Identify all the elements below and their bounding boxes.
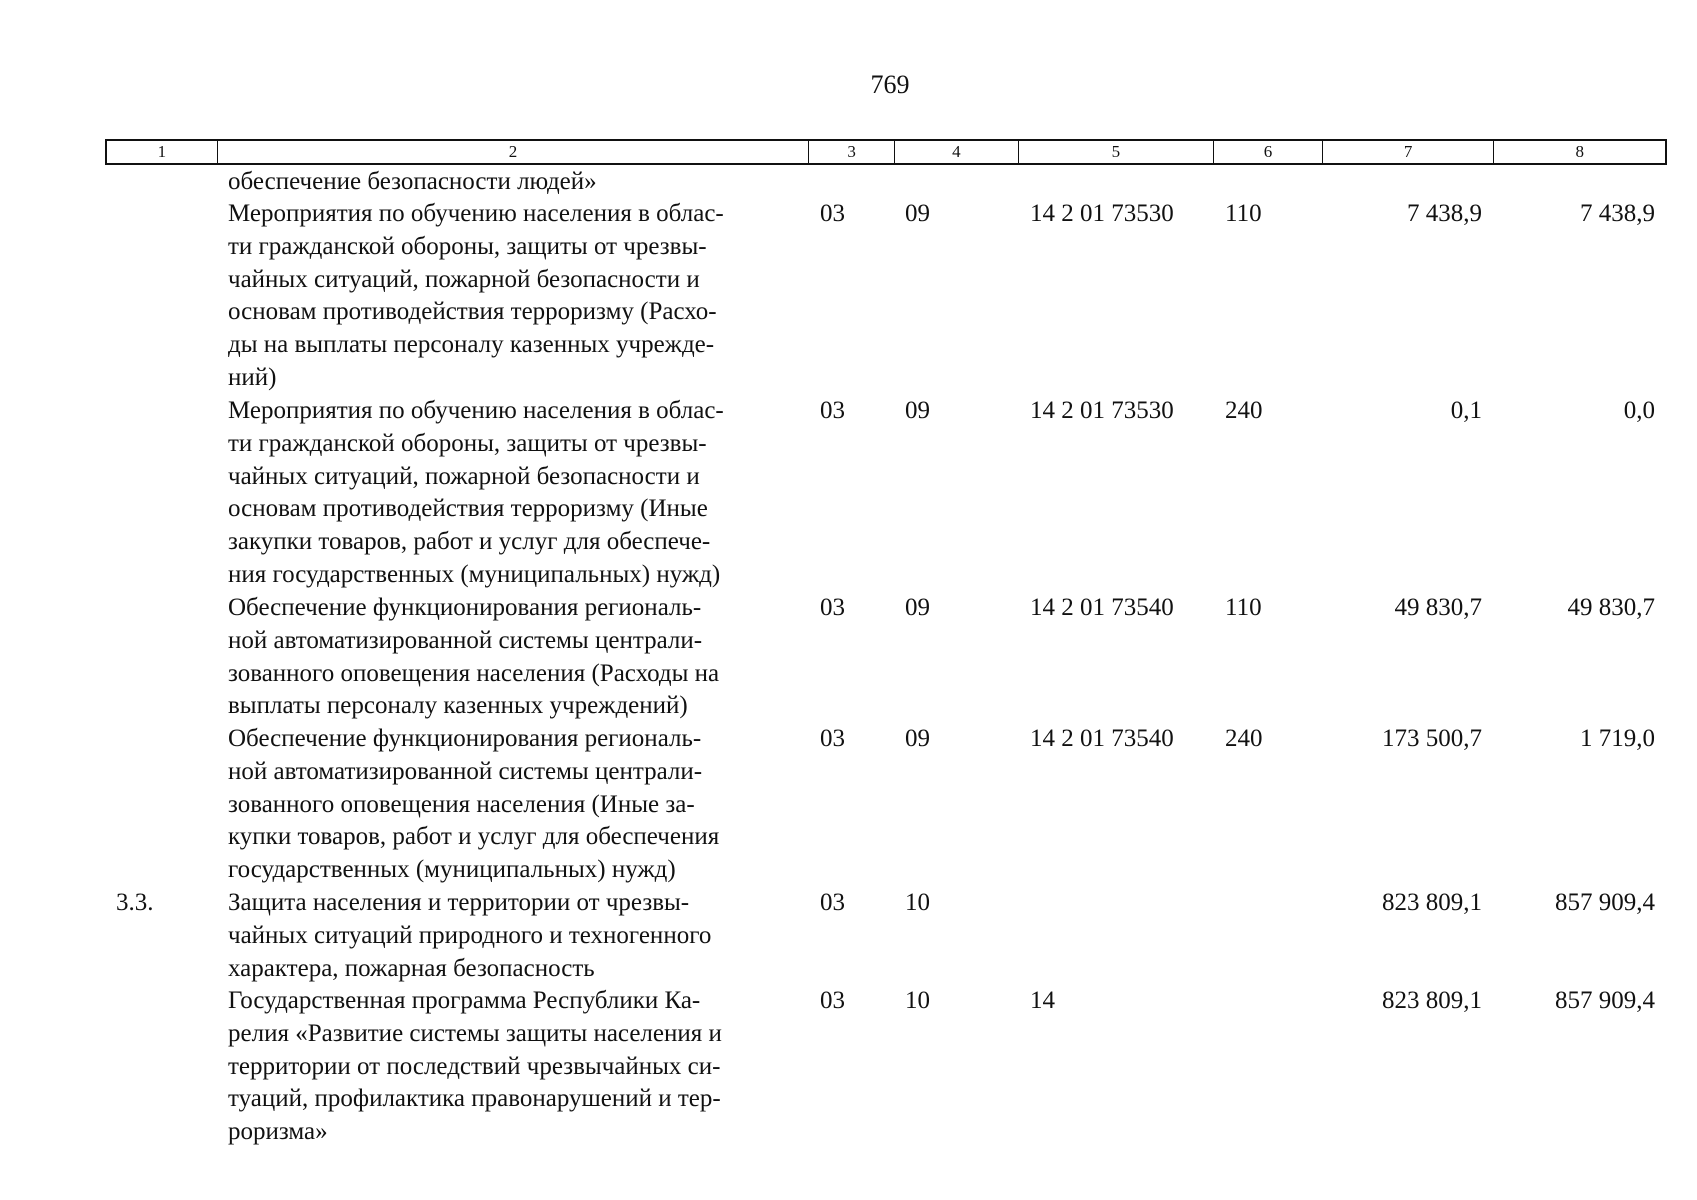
- row-target-article-code: 14: [1030, 987, 1055, 1014]
- page-number: 769: [870, 70, 910, 99]
- row-target-article-code: 14 2 01 73530: [1030, 200, 1174, 227]
- row-subsection-code: 09: [905, 397, 930, 424]
- row-name: Мероприятия по обучению населения в облас- ти гражданской обороны, защиты от чрезвы- чайных ситуаций, пожарной безопасности и основам противодействия терроризму (Иные закупки товаров, работ и услуг для обеспече- ния государственных (муниципальных) нужд): [228, 397, 724, 588]
- row-amount-col7: 7 438,9: [1407, 200, 1482, 227]
- header-col-3: 3: [809, 141, 895, 163]
- row-amount-col7: 823 809,1: [1382, 889, 1482, 916]
- row-amount-col7: 49 830,7: [1394, 594, 1482, 621]
- header-col-6: 6: [1214, 141, 1323, 163]
- header-col-8: 8: [1575, 142, 1584, 161]
- row-subsection-code: 10: [905, 987, 930, 1014]
- row-amount-col8: 0,0: [1623, 397, 1655, 424]
- table-header-row: [105, 139, 1667, 165]
- row-subsection-code: 10: [905, 889, 930, 916]
- row-target-article-code: 14 2 01 73540: [1030, 725, 1174, 752]
- row-name: Обеспечение функционирования региональ- ной автоматизированной системы централи- зованного оповещения населения (Расходы на выплаты персоналу казенных учреждений): [228, 594, 720, 720]
- row-subsection-code: 09: [905, 594, 930, 621]
- row-target-article-code: 14 2 01 73530: [1030, 397, 1174, 424]
- header-col-1: 1: [107, 141, 218, 163]
- row-amount-col8: 1 719,0: [1580, 725, 1655, 752]
- row-section-code: 03: [820, 889, 845, 916]
- row-subsection-code: 09: [905, 200, 930, 227]
- row-amount-col8: 857 909,4: [1555, 987, 1655, 1014]
- row-name: Защита населения и территории от чрезвы- чайных ситуаций природного и техногенного характера, пожарная безопасность: [228, 889, 712, 982]
- row-amount-col7: 823 809,1: [1382, 987, 1482, 1014]
- header-col-2: 2: [218, 141, 809, 163]
- row-section-code: 03: [820, 725, 845, 752]
- row-expense-type-code: 110: [1225, 594, 1262, 621]
- row-section-code: 03: [820, 397, 845, 424]
- row-expense-type-code: 240: [1225, 725, 1263, 752]
- row-amount-col8: 857 909,4: [1555, 889, 1655, 916]
- row-section-code: 03: [820, 594, 845, 621]
- row-expense-type-code: 110: [1225, 200, 1262, 227]
- header-col-5: 5: [1019, 141, 1215, 163]
- row-number: 3.3.: [116, 889, 154, 916]
- header-col-4: 4: [895, 141, 1019, 163]
- row-section-code: 03: [820, 200, 845, 227]
- row-expense-type-code: 240: [1225, 397, 1263, 424]
- row-name: Обеспечение функционирования региональ- ной автоматизированной системы централи- зованного оповещения населения (Иные за- купки товаров, работ и услуг для обеспечения государственных (муниципальных) нужд): [228, 725, 720, 884]
- continuation-line: обеспечение безопасности людей»: [228, 168, 597, 195]
- row-target-article-code: 14 2 01 73540: [1030, 594, 1174, 621]
- row-amount-col7: 173 500,7: [1382, 725, 1482, 752]
- row-section-code: 03: [820, 987, 845, 1014]
- row-name: Мероприятия по обучению населения в облас- ти гражданской обороны, защиты от чрезвы- чайных ситуаций, пожарной безопасности и основам противодействия терроризму (Расхо- ды на выплаты персоналу казенных учрежде- ний): [228, 200, 724, 391]
- row-name: Государственная программа Республики Ка- релия «Развитие системы защиты населения и территории от последствий чрезвычайных си- туаций, профилактика правонарушений и тер- роризма»: [228, 987, 722, 1146]
- row-amount-col8: 49 830,7: [1567, 594, 1655, 621]
- row-amount-col7: 0,1: [1450, 397, 1482, 424]
- row-amount-col8: 7 438,9: [1580, 200, 1655, 227]
- row-subsection-code: 09: [905, 725, 930, 752]
- header-col-7: 7: [1323, 141, 1495, 163]
